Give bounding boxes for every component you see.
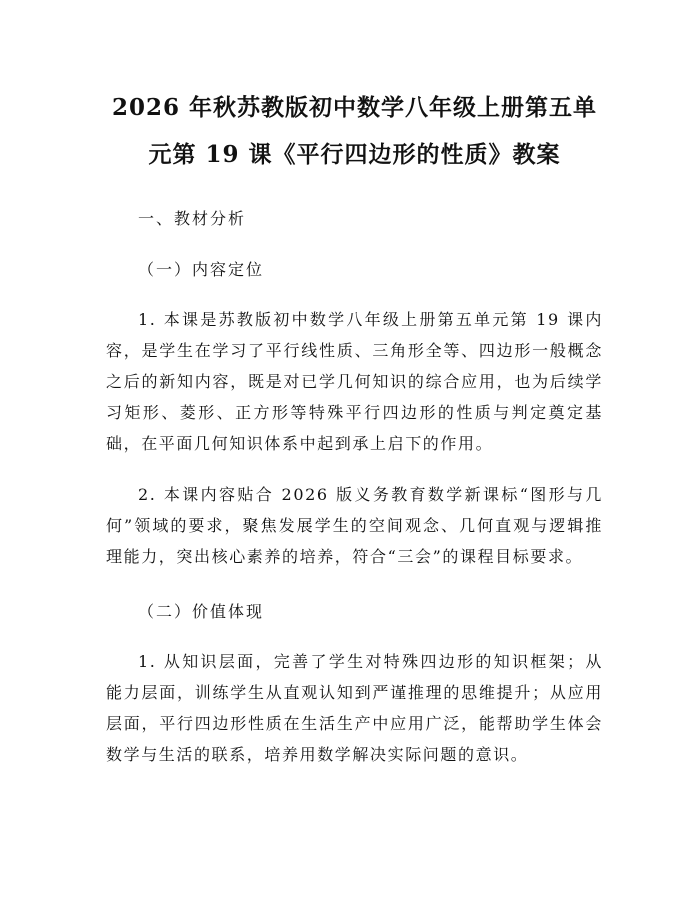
subsection-heading-value: （二）价值体现 xyxy=(138,602,265,621)
paragraph-content-positioning-1: 1. 本课是苏教版初中数学八年级上册第五单元第 19 课内容，是学生在学习了平行线性质、三角形全等、四边形一般概念之后的新知内容，既是对已学几何知识的综合应用，也为后续学习矩形、菱形、正方形等特殊平行四边形的性质与判定奠定基础，在平面几何知识体系中起到承上启下的作用。 xyxy=(106,310,603,453)
document-title xyxy=(106,0,603,178)
paragraph-value-1: 1. 从知识层面，完善了学生对特殊四边形的知识框架；从能力层面，训练学生从直观认知到严谨推理的思维提升；从应用层面，平行四边形性质在生活生产中应用广泛，能帮助学生体会数学与生活的联系，培养用数学解决实际问题的意识。 xyxy=(106,652,603,764)
title-line-2: 元第 19 课《平行四边形的性质》教案 xyxy=(148,141,561,168)
paragraph-content-positioning-2: 2. 本课内容贴合 2026 版义务教育数学新课标“图形与几何”领域的要求，聚焦发展学生的空间观念、几何直观与逻辑推理能力，突出核心素养的培养，符合“三会”的课程目标要求。 xyxy=(106,485,603,566)
section-heading-teaching-material-analysis: 一、教材分析 xyxy=(138,209,247,228)
title-line-1: 2026 年秋苏教版初中数学八年级上册第五单 xyxy=(111,94,598,121)
subsection-heading-content-positioning: （一）内容定位 xyxy=(138,260,265,279)
